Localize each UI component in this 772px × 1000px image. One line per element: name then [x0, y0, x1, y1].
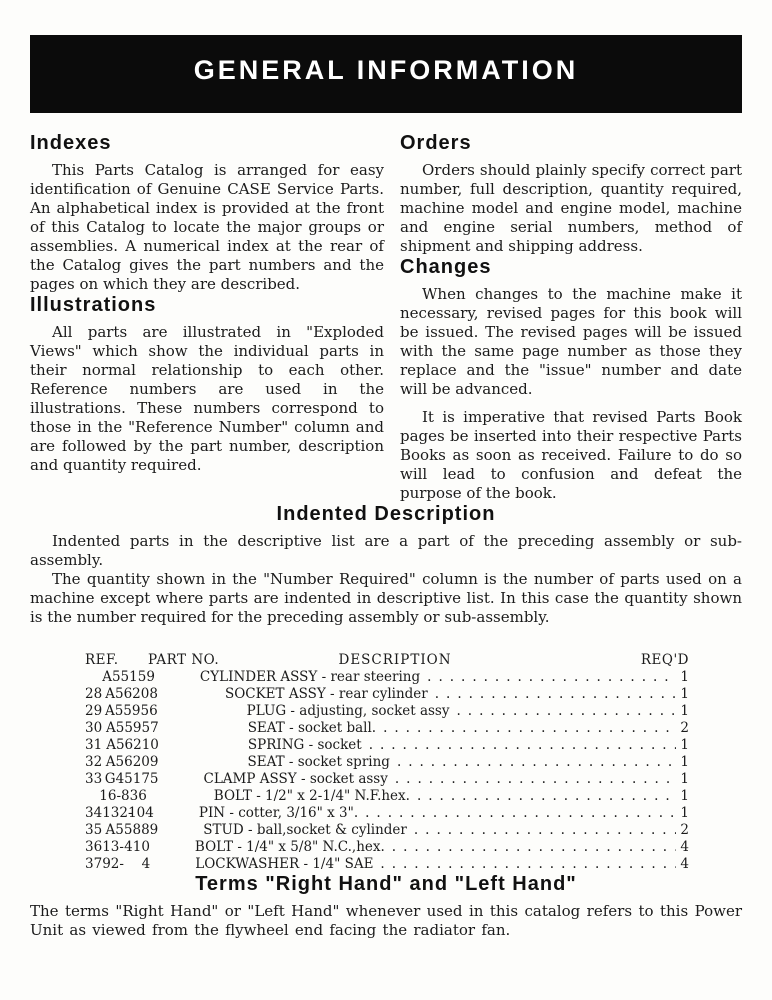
- parts-table-header: [85, 653, 689, 669]
- header-reqd: REQ'D: [640, 652, 689, 668]
- qty-cell: 1: [680, 669, 689, 685]
- parts-table-body: [85, 670, 689, 873]
- description-cell-wrap: [155, 670, 689, 686]
- changes-heading: Changes: [400, 256, 492, 278]
- description-cell: SOCKET ASSY - rear cylinder: [224, 686, 428, 702]
- part-number-cell: 55956: [114, 703, 158, 719]
- table-row: [85, 823, 689, 839]
- ref-cell: 30: [85, 720, 103, 736]
- part-prefix-cell: A: [104, 703, 115, 719]
- changes-paragraph-1: When changes to the machine make it necessary, revised pages for this book will be issued. The revised pages will be issued with the same page number as those they replace and the "issue" number and date will be advanced.: [400, 285, 742, 398]
- dot-leader: [380, 857, 676, 873]
- part-number-cell: 55159: [111, 669, 155, 685]
- qty-cell: 1: [680, 771, 689, 787]
- part-number-cell: 45175: [115, 771, 159, 787]
- illustrations-paragraph: All parts are illustrated in "Exploded Views" which show the individual parts in their normal relationship to each other. Reference numbers are used in the illustrations. These numbers correspond to those in the "Reference Number" column and are followed by the part number, description and quantity required.: [30, 323, 384, 474]
- page-title: GENERAL INFORMATION: [193, 54, 579, 85]
- qty-cell: 4: [680, 839, 689, 855]
- table-row: [85, 772, 689, 788]
- terms-paragraph: The terms "Right Hand" or "Left Hand" whenever used in this catalog refers to this Power Unit as viewed from the flywheel end facing the radiator fan.: [30, 901, 742, 939]
- table-row: [85, 670, 689, 686]
- dot-leader: [365, 806, 676, 822]
- table-row: [85, 721, 689, 737]
- part-number-cell: 56208: [115, 686, 158, 702]
- qty-cell: 1: [680, 754, 689, 770]
- table-row: [85, 704, 689, 720]
- description-cell: STUD - ball,socket & cylinder: [203, 822, 407, 838]
- part-prefix-cell: A: [105, 822, 116, 838]
- part-number-cell: 56209: [115, 754, 159, 770]
- dot-leader: [414, 823, 677, 839]
- part-prefix-cell: 132-: [102, 805, 133, 821]
- ref-cell: 36: [85, 839, 103, 855]
- part-number-cell: 55957: [115, 720, 159, 736]
- orders-heading: Orders: [400, 132, 472, 154]
- ref-cell: 33: [85, 771, 103, 787]
- description-cell-wrap: [159, 772, 689, 788]
- indented-description-heading: Indented Description: [276, 503, 496, 525]
- header-part-no: PART NO.: [148, 652, 220, 668]
- qty-cell: 1: [680, 686, 689, 702]
- indexes-paragraph: This Parts Catalog is arranged for easy identification of Genuine CASE Service Parts. An alphabetical index is provided at the front of this Catalog to locate the major groups or assemblies. A numerical index at the rear of the Catalog gives the part numbers and the pages on which they are described.: [30, 161, 384, 293]
- part-prefix-cell: 13-: [102, 839, 124, 855]
- qty-cell: 2: [680, 720, 689, 736]
- description-cell-wrap: [159, 738, 689, 754]
- parts-table: [85, 653, 689, 873]
- part-prefix-cell: A: [105, 686, 115, 702]
- ref-cell: 28: [85, 686, 103, 702]
- table-row: [85, 738, 689, 754]
- dot-leader: [435, 687, 677, 703]
- qty-cell: 2: [680, 822, 689, 838]
- qty-cell: 1: [680, 805, 689, 821]
- description-cell: BOLT - 1/4" x 5/8" N.C.,hex.: [194, 839, 385, 855]
- left-column: [30, 132, 384, 503]
- dot-leader: [369, 738, 677, 754]
- terms-heading: Terms "Right Hand" and "Left Hand": [195, 872, 577, 895]
- part-number-cell: 410: [124, 839, 150, 855]
- description-cell: PIN - cotter, 3/16" x 3".: [198, 805, 359, 821]
- dot-leader: [427, 670, 676, 686]
- description-cell: PLUG - adjusting, socket assy: [246, 703, 450, 719]
- indented-description-paragraph-1: Indented parts in the descriptive list are a part of the preceding assembly or sub-assembly.: [30, 532, 742, 569]
- description-cell-wrap: [150, 857, 689, 873]
- table-row: [85, 806, 689, 822]
- indexes-heading: Indexes: [30, 132, 112, 154]
- ref-cell: 34: [85, 805, 103, 821]
- two-column-area: [30, 132, 742, 503]
- description-cell-wrap: [147, 789, 689, 805]
- illustrations-heading: Illustrations: [30, 294, 157, 316]
- part-prefix-cell: A: [105, 754, 116, 770]
- part-prefix-cell: 16-: [99, 788, 122, 804]
- indented-description-paragraph-2: The quantity shown in the "Number Required" column is the number of parts used on a machine except where parts are indented in descriptive list. In this case the quantity shown is the number required for the preceding assembly or sub-assembly.: [30, 570, 742, 626]
- indented-description-block: [30, 532, 742, 627]
- part-prefix-cell: G: [104, 771, 116, 787]
- part-prefix-cell: A: [105, 720, 116, 736]
- dot-leader: [456, 704, 676, 720]
- qty-cell: 1: [680, 788, 689, 804]
- qty-cell: 4: [680, 856, 689, 872]
- table-row: [85, 755, 689, 771]
- ref-cell: 35: [85, 822, 103, 838]
- ref-cell: 31: [85, 737, 103, 753]
- table-row: [85, 857, 689, 873]
- description-cell: BOLT - 1/2" x 2-1/4" N.F.hex.: [213, 788, 410, 804]
- qty-cell: 1: [680, 737, 689, 753]
- description-cell: SEAT - socket ball.: [247, 720, 377, 736]
- description-cell-wrap: [158, 823, 689, 839]
- qty-cell: 1: [680, 703, 689, 719]
- description-cell: CYLINDER ASSY - rear steering: [199, 669, 421, 685]
- description-cell-wrap: [158, 755, 689, 771]
- description-cell: LOCKWASHER - 1/4" SAE: [195, 856, 374, 872]
- dot-leader: [395, 772, 677, 788]
- part-number-cell: 104: [128, 805, 154, 821]
- dot-leader: [383, 721, 676, 737]
- description-cell-wrap: [158, 704, 689, 720]
- description-cell-wrap: [154, 806, 689, 822]
- ref-cell: 32: [85, 754, 103, 770]
- header-ref: REF.: [85, 652, 119, 668]
- part-number-cell: 836: [121, 788, 147, 804]
- part-prefix-cell: A: [102, 669, 112, 685]
- description-cell-wrap: [159, 721, 689, 737]
- ref-cell: 37: [85, 856, 103, 872]
- orders-paragraph: Orders should plainly specify correct part number, full description, quantity required, machine model and engine model, machine and engine serial numbers, method of shipment and shipping address.: [400, 161, 742, 255]
- part-number-cell: 4: [141, 856, 151, 872]
- part-number-cell: 55889: [115, 822, 159, 838]
- ref-cell: 29: [85, 703, 103, 719]
- description-cell-wrap: [150, 840, 689, 856]
- table-row: [85, 687, 689, 703]
- part-prefix-cell: A: [106, 737, 116, 753]
- dot-leader: [417, 789, 676, 805]
- description-cell: CLAMP ASSY - socket assy: [203, 771, 388, 787]
- table-row: [85, 789, 689, 805]
- header-description: DESCRIPTION: [338, 652, 452, 668]
- part-number-cell: 56210: [115, 737, 159, 753]
- right-column: [400, 132, 742, 503]
- description-cell-wrap: [158, 687, 689, 703]
- page-banner: [30, 35, 742, 113]
- dot-leader: [392, 840, 677, 856]
- table-row: [85, 840, 689, 856]
- changes-paragraph-2: It is imperative that revised Parts Book pages be inserted into their respective Parts Books as soon as received. Failure to do so will lead to confusion and defeat the purpose of the book.: [400, 408, 742, 502]
- part-prefix-cell: 92-: [102, 856, 124, 872]
- dot-leader: [397, 755, 676, 771]
- description-cell: SPRING - socket: [247, 737, 362, 753]
- description-cell: SEAT - socket spring: [247, 754, 390, 770]
